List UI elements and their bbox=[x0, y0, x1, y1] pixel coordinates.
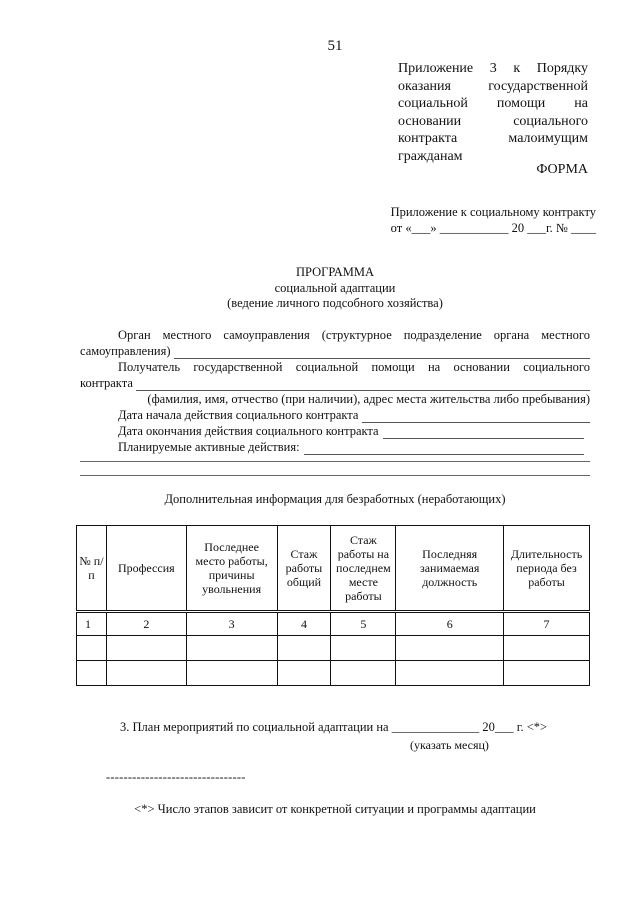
table-cell[interactable] bbox=[277, 661, 331, 686]
organ-label-line1: Орган местного самоуправления (структурное подразделение органа местного bbox=[118, 328, 590, 342]
unemployed-info-table bbox=[76, 525, 590, 686]
planned-actions-field bbox=[80, 439, 590, 455]
table-cell[interactable] bbox=[331, 661, 396, 686]
end-date-input-line[interactable] bbox=[383, 428, 584, 439]
title-line2: социальной адаптации bbox=[274, 280, 396, 295]
title-line1: ПРОГРАММА bbox=[295, 265, 375, 279]
unemployed-section-title: Дополнительная информация для безработных (неработающих) bbox=[164, 492, 506, 506]
table-cell[interactable] bbox=[504, 661, 590, 686]
appendix-header: Приложение 3 к Порядку оказания государственной социальной помощи на основании социального контракта малоимущим гражданам bbox=[398, 61, 588, 164]
number-cell: 7 bbox=[504, 612, 590, 636]
start-date-input-line[interactable] bbox=[362, 412, 590, 423]
recipient-field bbox=[80, 375, 590, 391]
start-date-field bbox=[80, 407, 590, 423]
table-cell[interactable] bbox=[77, 661, 107, 686]
header-cell-number: № п/п bbox=[77, 526, 107, 612]
planned-actions-label: Планируемые активные действия: bbox=[118, 440, 300, 454]
table-cell[interactable] bbox=[106, 636, 186, 661]
header-cell-last-place-experience: Стаж работы на последнем месте работы bbox=[331, 526, 396, 612]
table-cell[interactable] bbox=[396, 661, 504, 686]
table-header-row bbox=[77, 526, 590, 612]
table-cell[interactable] bbox=[186, 636, 277, 661]
organ-field bbox=[80, 343, 590, 359]
title-line3: (ведение личного подсобного хозяйства) bbox=[227, 296, 443, 310]
table-row bbox=[77, 661, 590, 686]
recipient-label-line2: контракта bbox=[80, 376, 133, 390]
header-cell-total-experience: Стаж работы общий bbox=[277, 526, 331, 612]
footnote: <*> Число этапов зависит от конкретной ситуации и программы адаптации bbox=[134, 802, 536, 816]
contract-appendix-line2: от «___» ___________ 20 ___г. № ____ bbox=[390, 221, 596, 235]
recipient-input-line[interactable] bbox=[136, 380, 590, 391]
contract-appendix bbox=[340, 204, 596, 236]
header-cell-unemployment-duration: Длительность периода без работы bbox=[504, 526, 590, 612]
program-title bbox=[0, 265, 640, 312]
contract-appendix-line1: Приложение к социальному контракту bbox=[390, 205, 596, 219]
header-cell-last-workplace: Последнее место работы, причины увольнения bbox=[186, 526, 277, 612]
number-cell: 1 bbox=[77, 612, 107, 636]
planned-actions-line-2[interactable] bbox=[80, 461, 590, 462]
table-number-row bbox=[77, 612, 590, 636]
recipient-hint: (фамилия, имя, отчество (при наличии), адрес места жительства либо пребывания) bbox=[147, 392, 590, 406]
number-cell: 4 bbox=[277, 612, 331, 636]
number-cell: 6 bbox=[396, 612, 504, 636]
end-date-field bbox=[80, 423, 590, 439]
header-cell-profession: Профессия bbox=[106, 526, 186, 612]
planned-actions-input-line[interactable] bbox=[304, 444, 584, 455]
organ-input-line[interactable] bbox=[174, 348, 591, 359]
page-number: 51 bbox=[327, 38, 343, 54]
plan-month-hint: (указать месяц) bbox=[410, 738, 489, 752]
footnote-separator: -------------------------------- bbox=[106, 770, 246, 784]
number-cell: 2 bbox=[106, 612, 186, 636]
header-cell-last-position: Последняя занимаемая должность bbox=[396, 526, 504, 612]
organ-label-line2: самоуправления) bbox=[80, 344, 171, 358]
plan-line: 3. План мероприятий по социальной адаптации на ______________ 20___ г. <*> bbox=[120, 720, 548, 734]
planned-actions-line-3[interactable] bbox=[80, 475, 590, 476]
table-row bbox=[77, 636, 590, 661]
form-label: ФОРМА bbox=[536, 162, 588, 177]
recipient-label-line1: Получатель государственной социальной помощи на основании социального bbox=[118, 360, 590, 374]
start-date-label: Дата начала действия социального контракта bbox=[118, 408, 359, 422]
table-cell[interactable] bbox=[106, 661, 186, 686]
table-cell[interactable] bbox=[396, 636, 504, 661]
table-cell[interactable] bbox=[277, 636, 331, 661]
table-cell[interactable] bbox=[504, 636, 590, 661]
table-cell[interactable] bbox=[77, 636, 107, 661]
table-cell[interactable] bbox=[331, 636, 396, 661]
table-cell[interactable] bbox=[186, 661, 277, 686]
number-cell: 5 bbox=[331, 612, 396, 636]
end-date-label: Дата окончания действия социального контракта bbox=[118, 424, 379, 438]
number-cell: 3 bbox=[186, 612, 277, 636]
